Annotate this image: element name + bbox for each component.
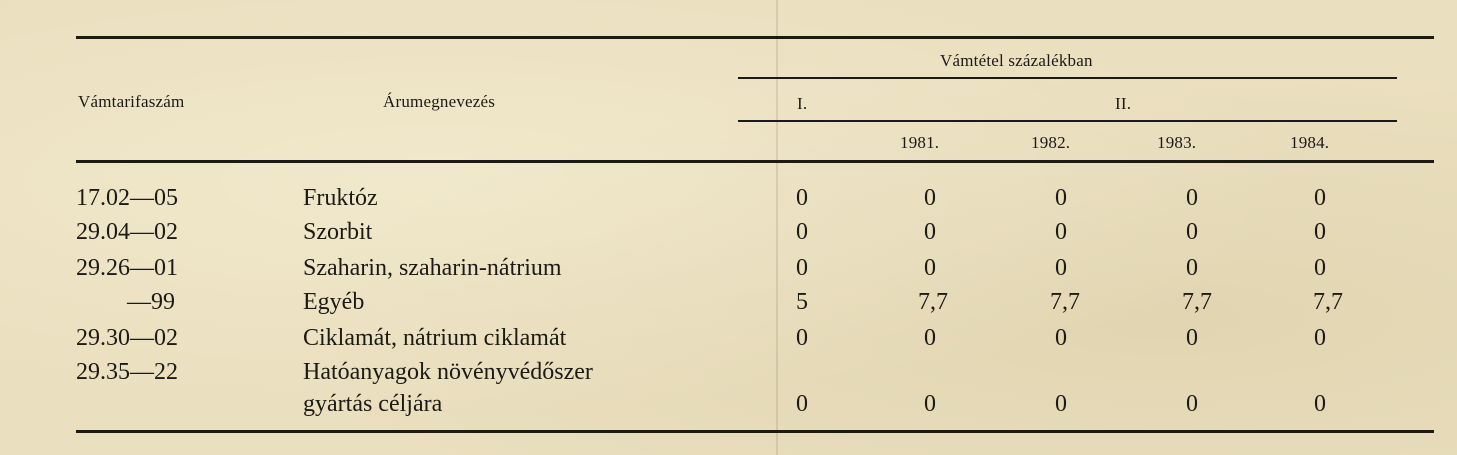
rate-group-rule bbox=[738, 77, 1397, 79]
header-col-II: II. bbox=[1115, 94, 1132, 113]
row-4-1982: 7,7 bbox=[1050, 289, 1080, 315]
row-3-1984: 0 bbox=[1314, 255, 1326, 281]
row-4-name: Egyéb bbox=[303, 289, 365, 315]
row-2-1981: 0 bbox=[924, 219, 936, 245]
row-2-code: 29.04—02 bbox=[76, 219, 178, 245]
top-rule bbox=[76, 36, 1434, 39]
row-3-col-I: 0 bbox=[796, 255, 808, 281]
row-5-col-I: 0 bbox=[796, 325, 808, 351]
row-5-1981: 0 bbox=[924, 325, 936, 351]
row-2-name: Szorbit bbox=[303, 219, 373, 245]
row-6-1984: 0 bbox=[1314, 391, 1326, 417]
row-1-1981: 0 bbox=[924, 185, 936, 211]
row-4-code: —99 bbox=[127, 289, 175, 315]
page-fold bbox=[776, 0, 778, 455]
row-4-col-I: 5 bbox=[796, 289, 808, 315]
row-3-1981: 0 bbox=[924, 255, 936, 281]
header-code: Vámtarifaszám bbox=[78, 92, 185, 111]
row-5-1984: 0 bbox=[1314, 325, 1326, 351]
header-year-1982: 1982. bbox=[1031, 133, 1071, 152]
header-year-1981: 1981. bbox=[900, 133, 940, 152]
header-col-I: I. bbox=[797, 94, 808, 113]
row-2-1983: 0 bbox=[1186, 219, 1198, 245]
row-2-col-I: 0 bbox=[796, 219, 808, 245]
row-4-1984: 7,7 bbox=[1313, 289, 1343, 315]
row-1-col-I: 0 bbox=[796, 185, 808, 211]
row-5-name: Ciklamát, nátrium ciklamát bbox=[303, 325, 567, 351]
row-1-1982: 0 bbox=[1055, 185, 1067, 211]
row-6-1983: 0 bbox=[1186, 391, 1198, 417]
header-year-1984: 1984. bbox=[1290, 133, 1330, 152]
row-3-name: Szaharin, szaharin-nátrium bbox=[303, 255, 562, 281]
row-5-1983: 0 bbox=[1186, 325, 1198, 351]
row-3-1983: 0 bbox=[1186, 255, 1198, 281]
header-name: Árumegnevezés bbox=[383, 92, 496, 111]
row-3-1982: 0 bbox=[1055, 255, 1067, 281]
row-6-name-line-2: gyártás céljára bbox=[303, 391, 443, 417]
row-4-1981: 7,7 bbox=[918, 289, 948, 315]
col-II-rule bbox=[738, 120, 1397, 122]
header-bottom-rule bbox=[76, 160, 1434, 163]
row-5-1982: 0 bbox=[1055, 325, 1067, 351]
row-4-1983: 7,7 bbox=[1182, 289, 1212, 315]
row-1-code: 17.02—05 bbox=[76, 185, 178, 211]
bottom-rule bbox=[76, 430, 1434, 433]
header-year-1983: 1983. bbox=[1157, 133, 1197, 152]
row-6-code: 29.35—22 bbox=[76, 359, 178, 385]
row-3-code: 29.26—01 bbox=[76, 255, 178, 281]
row-1-1983: 0 bbox=[1186, 185, 1198, 211]
row-6-1982: 0 bbox=[1055, 391, 1067, 417]
row-2-1982: 0 bbox=[1055, 219, 1067, 245]
row-6-name-line-1: Hatóanyagok növényvédőszer bbox=[303, 359, 593, 385]
row-1-1984: 0 bbox=[1314, 185, 1326, 211]
row-5-code: 29.30—02 bbox=[76, 325, 178, 351]
row-6-1981: 0 bbox=[924, 391, 936, 417]
row-1-name: Fruktóz bbox=[303, 185, 378, 211]
row-2-1984: 0 bbox=[1314, 219, 1326, 245]
header-rate-group: Vámtétel százalékban bbox=[940, 51, 1093, 70]
row-6-col-I: 0 bbox=[796, 391, 808, 417]
